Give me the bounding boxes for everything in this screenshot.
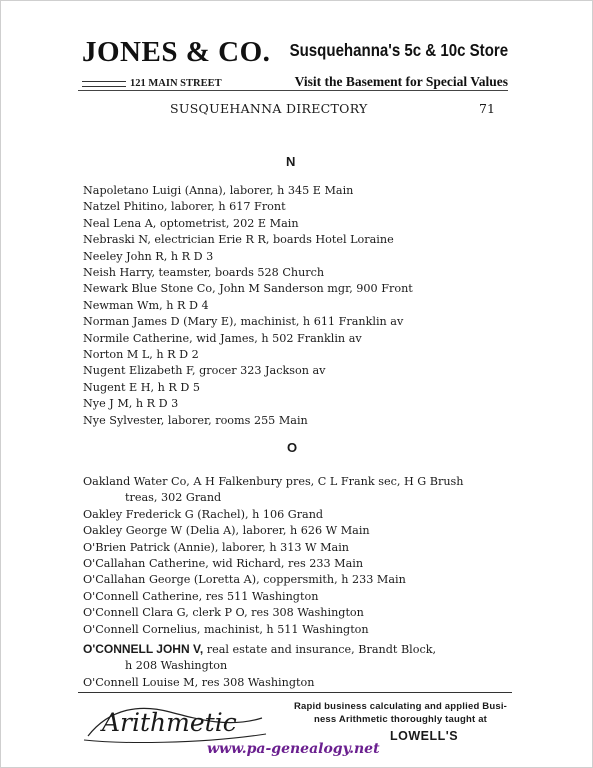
list-item: Norton M L, h R D 2 xyxy=(83,348,199,362)
list-item: Newman Wm, h R D 4 xyxy=(83,298,209,312)
bottom-ad-school: LOWELL'S xyxy=(390,729,459,743)
list-item: Nye Sylvester, laborer, rooms 255 Main xyxy=(83,413,308,427)
list-item: O'Callahan George (Loretta A), coppersmith, h 233 Main xyxy=(83,573,406,587)
list-item: O'Connell Clara G, clerk P O, res 308 Washington xyxy=(83,606,364,620)
list-item: Natzel Phitino, laborer, h 617 Front xyxy=(83,200,286,214)
list-item-featured xyxy=(83,641,513,675)
ad-address-rule xyxy=(82,81,126,87)
ad-basement-note: Visit the Basement for Special Values xyxy=(294,74,508,89)
list-item: Neish Harry, teamster, boards 528 Church xyxy=(83,266,325,280)
list-item: Nugent E H, h R D 5 xyxy=(83,380,201,394)
list-item: Nugent Elizabeth F, grocer 323 Jackson av xyxy=(83,364,326,378)
ad-address-text: 121 MAIN STREET xyxy=(130,78,222,89)
list-item: Normile Catherine, wid James, h 502 Franklin av xyxy=(83,331,362,345)
list-item: Oakley Frederick G (Rachel), h 106 Grand xyxy=(83,507,324,521)
list-item: Oakley George W (Delia A), laborer, h 626 W Main xyxy=(83,524,370,538)
ad-divider xyxy=(78,90,508,91)
list-item: Norman James D (Mary E), machinist, h 611 Franklin av xyxy=(83,315,404,329)
website-watermark: www.pa-genealogy.net xyxy=(207,741,380,757)
bottom-ad-line-2: ness Arithmetic thoroughly taught at xyxy=(313,714,488,725)
bottom-ad-line-1: Rapid business calculating and applied Busi- xyxy=(293,701,508,712)
list-item: Neeley John R, h R D 3 xyxy=(83,249,214,263)
section-letter-n: N xyxy=(286,154,296,169)
list-item: O'Connell Catherine, res 511 Washington xyxy=(83,589,319,603)
ad-store-name: JONES & CO. xyxy=(82,36,271,68)
list-item: Nye J M, h R D 3 xyxy=(83,397,179,411)
list-item-continuation: treas, 302 Grand xyxy=(125,491,222,505)
page-number: 71 xyxy=(479,101,495,116)
list-item: O'Brien Patrick (Annie), laborer, h 313 W Main xyxy=(83,540,350,554)
list-item: Napoletano Luigi (Anna), laborer, h 345 E Main xyxy=(83,184,354,197)
section-letter-o: O xyxy=(287,440,298,455)
running-head-title: SUSQUEHANNA DIRECTORY xyxy=(170,101,368,116)
section-o-entries xyxy=(83,474,513,691)
top-advertisement xyxy=(78,36,508,94)
list-item: O'Connell Louise M, res 308 Washington xyxy=(83,675,315,689)
list-item: O'Callahan Catherine, wid Richard, res 233 Main xyxy=(83,557,364,571)
list-item xyxy=(83,474,513,507)
list-item-text: real estate and insurance, Brandt Block, xyxy=(203,643,437,657)
list-item: O'Connell Cornelius, machinist, h 511 Washington xyxy=(83,622,369,636)
bottom-ad-rule xyxy=(78,692,512,693)
featured-name: O'CONNELL JOHN V, xyxy=(83,642,204,657)
ad-address xyxy=(82,78,222,89)
bottom-ad-copy xyxy=(288,700,513,726)
list-item-text: Oakland Water Co, A H Falkenbury pres, C L Frank sec, H G Brush xyxy=(83,475,464,488)
section-n-entries xyxy=(83,183,513,429)
ad-store-tagline: Susquehanna's 5c & 10c Store xyxy=(289,40,508,60)
list-item: Nebraski N, electrician Erie R R, boards Hotel Loraine xyxy=(83,233,394,247)
list-item: Newark Blue Stone Co, John M Sanderson mgr, 900 Front xyxy=(83,282,413,296)
list-item: Neal Lena A, optometrist, 202 E Main xyxy=(83,216,299,230)
list-item-continuation: h 208 Washington xyxy=(125,659,228,673)
arithmetic-logo-word: Arithmetic xyxy=(102,708,237,737)
